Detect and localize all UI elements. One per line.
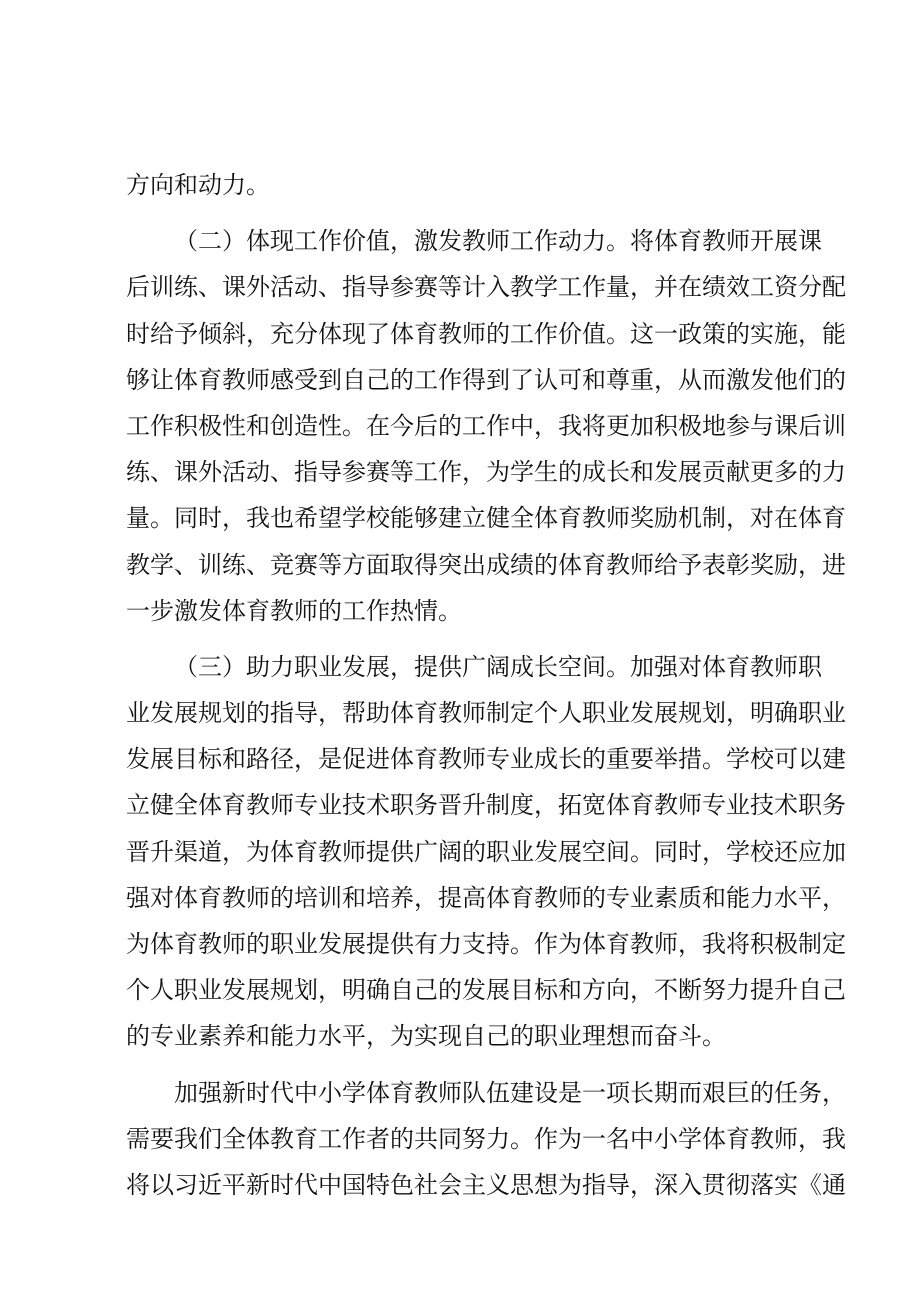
paragraph-line: 加强新时代中小学体育教师队伍建设是一项长期而艰巨的任务， — [174, 1078, 846, 1107]
paragraph-line: 时给予倾斜，充分体现了体育教师的工作价值。这一政策的实施，能 — [126, 319, 846, 348]
paragraph-line: 量。同时，我也希望学校能够建立健全体育教师奖励机制，对在体育 — [126, 504, 846, 533]
paragraph-line: 方向和动力。 — [126, 171, 270, 199]
paragraph-line: （三）助力职业发展，提供广阔成长空间。加强对体育教师职 — [174, 652, 822, 681]
paragraph-line: 一步激发体育教师的工作热情。 — [126, 596, 462, 625]
paragraph-line: 业发展规划的指导，帮助体育教师制定个人职业发展规划，明确职业 — [126, 699, 846, 728]
document-body — [126, 162, 846, 1208]
paragraph-line: 够让体育教师感受到自己的工作得到了认可和尊重，从而激发他们的 — [126, 365, 846, 394]
paragraph-line: 的专业素养和能力水平，为实现自己的职业理想而奋斗。 — [126, 1022, 726, 1051]
paragraph-line: 发展目标和路径，是促进体育教师专业成长的重要举措。学校可以建 — [126, 745, 846, 774]
paragraph-line: 后训练、课外活动、指导参赛等计入教学工作量，并在绩效工资分配 — [126, 273, 846, 302]
paragraph-line: 强对体育教师的培训和培养，提高体育教师的专业素质和能力水平， — [126, 883, 846, 912]
paragraph-line: 立健全体育教师专业技术职务晋升制度，拓宽体育教师专业技术职务 — [126, 791, 846, 820]
paragraph-line: 个人职业发展规划，明确自己的发展目标和方向，不断努力提升自己 — [126, 976, 846, 1005]
paragraph-line: 工作积极性和创造性。在今后的工作中，我将更加积极地参与课后训 — [126, 411, 846, 440]
paragraph-line: 教学、训练、竞赛等方面取得突出成绩的体育教师给予表彰奖励，进 — [126, 550, 846, 579]
paragraph-line: 晋升渠道，为体育教师提供广阔的职业发展空间。同时，学校还应加 — [126, 837, 846, 866]
paragraph-line: （二）体现工作价值，激发教师工作动力。将体育教师开展课 — [174, 227, 822, 256]
paragraph-line: 练、课外活动、指导参赛等工作，为学生的成长和发展贡献更多的力 — [126, 458, 846, 487]
paragraph-line: 为体育教师的职业发展提供有力支持。作为体育教师，我将积极制定 — [126, 930, 846, 958]
paragraph-line: 将以习近平新时代中国特色社会主义思想为指导，深入贯彻落实《通 — [126, 1170, 846, 1199]
paragraph-line: 需要我们全体教育工作者的共同努力。作为一名中小学体育教师，我 — [126, 1124, 846, 1153]
